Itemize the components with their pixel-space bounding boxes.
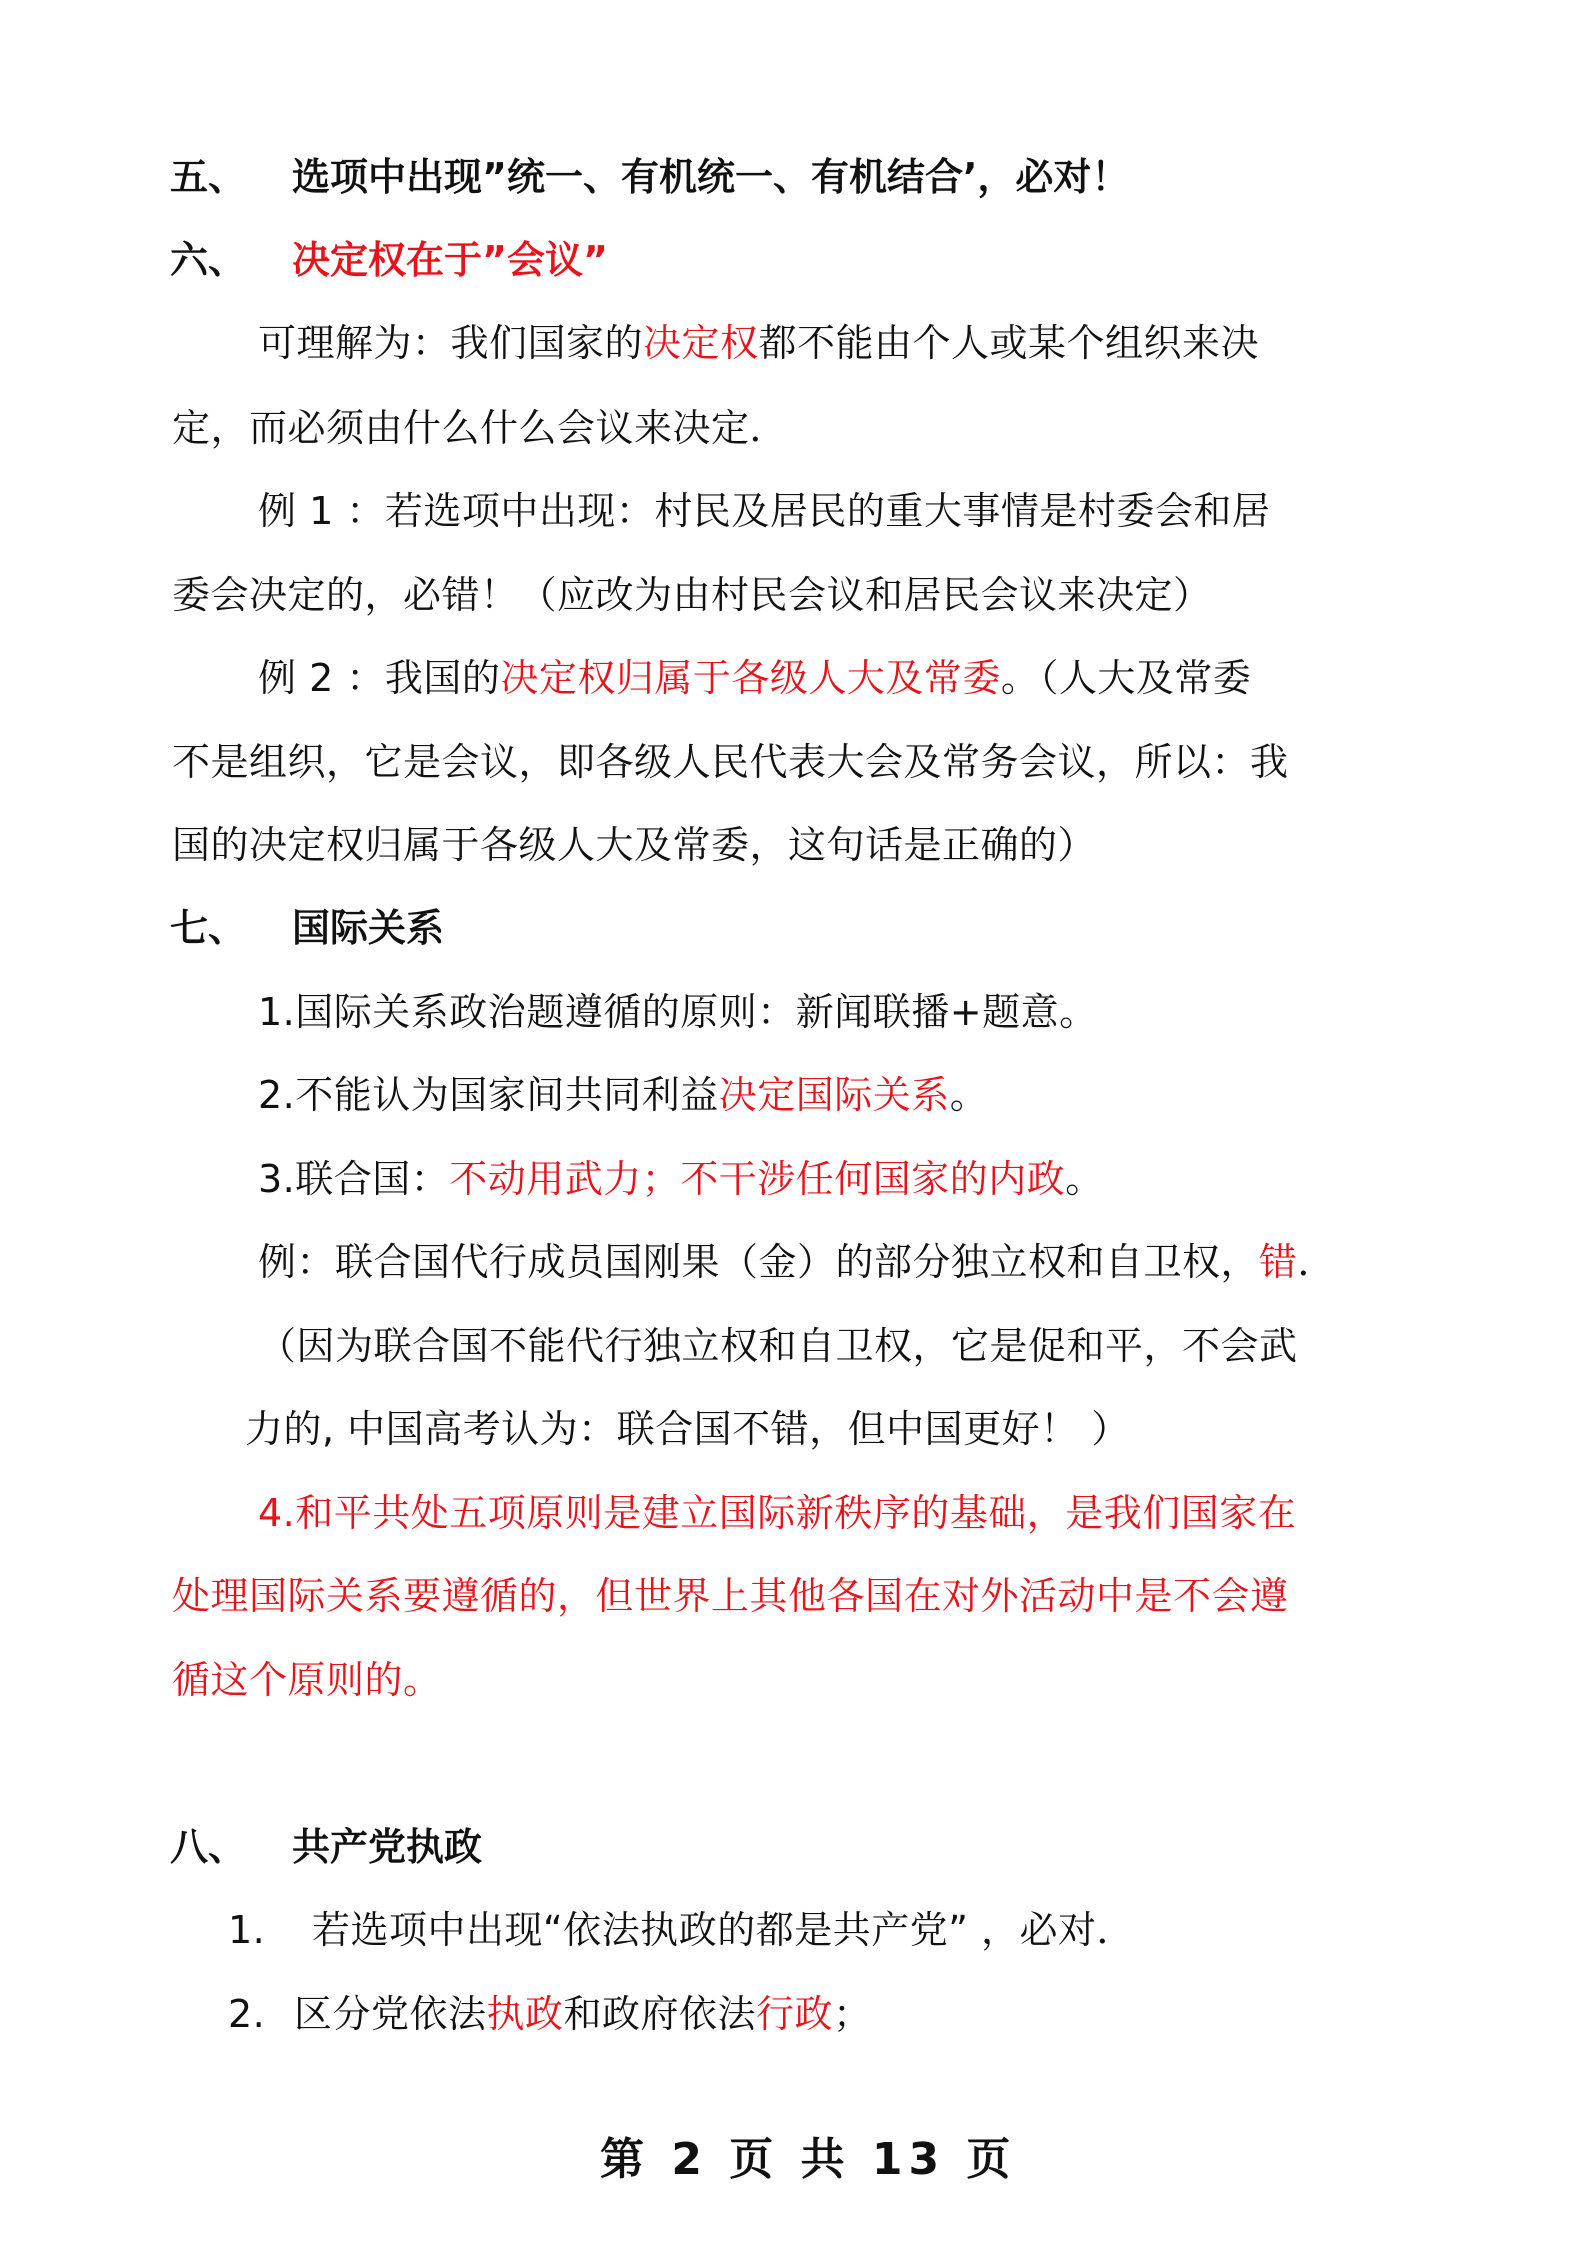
text-run: 和政府依法 — [563, 1992, 757, 2036]
section-seven-item2 — [258, 1070, 988, 1120]
text-run: ． — [1297, 1240, 1337, 1284]
section-seven-item4-line3: 循这个原则的。 — [172, 1658, 442, 1702]
section-six-paragraph-line1 — [258, 318, 1259, 368]
section-eight-title: 共产党执政 — [292, 1825, 483, 1869]
text-run: 可理解为：我们国家的 — [258, 321, 644, 365]
highlight-run: 不动用武力；不干涉任何国家的内政 — [449, 1157, 1066, 1201]
section-six-example2-line3: 国的决定权归属于各级人大及常委，这句话是正确的） — [172, 823, 1097, 867]
section-seven-example-line1 — [258, 1237, 1336, 1287]
section-six-example1-line1: 例 1 ：若选项中出现：村民及居民的重大事情是村委会和居 — [258, 489, 1271, 533]
section-eight-item2-number: 2. — [228, 1992, 266, 2036]
section-seven-item4-line2: 处理国际关系要遵循的，但世界上其他各国在对外活动中是不会遵 — [172, 1574, 1289, 1618]
text-run: 例：联合国代行成员国刚果（金）的部分独立权和自卫权， — [258, 1240, 1260, 1284]
section-eight-item2-text — [294, 1989, 872, 2039]
highlight-run: 决定权归属于各级人大及常委 — [500, 656, 1001, 700]
section-seven-example-line3: 力的, 中国高考认为：联合国不错，但中国更好！ ） — [245, 1407, 1130, 1451]
section-six-example2-line1 — [258, 653, 1251, 703]
highlight-run: 决定国际关系 — [718, 1073, 950, 1117]
section-seven-item1: 1.国际关系政治题遵循的原则：新闻联播+题意。 — [258, 990, 1098, 1034]
text-run: 。 — [949, 1073, 989, 1117]
section-six-paragraph-line2: 定，而必须由什么什么会议来决定． — [172, 406, 789, 450]
section-six-number: 六、 — [170, 238, 247, 282]
text-run: 。 — [1065, 1157, 1104, 1201]
section-eight-item1-text: 若选项中出现“依法执政的都是共产党” ，必对． — [312, 1908, 1135, 1952]
section-six-example2-line2: 不是组织，它是会议，即各级人民代表大会及常务会议，所以：我 — [172, 740, 1289, 784]
highlight-run: 决定权 — [643, 321, 759, 365]
section-five-title: 选项中出现”统一、有机统一、有机结合’，必对！ — [292, 155, 1130, 199]
section-six-title: 决定权在于”会议” — [292, 238, 608, 282]
text-run: 3.联合国： — [258, 1157, 450, 1201]
section-eight-item1-number: 1. — [228, 1908, 266, 1952]
section-six-example1-line2: 委会决定的，必错！（应改为由村民会议和居民会议来决定） — [172, 573, 1212, 617]
highlight-run: 执政 — [486, 1992, 564, 2036]
section-seven-example-line2: （因为联合国不能代行独立权和自卫权，它是促和平，不会武 — [258, 1324, 1298, 1368]
section-seven-title: 国际关系 — [292, 906, 445, 950]
text-run: 。（人大及常委 — [1000, 656, 1252, 700]
text-run: 都不能由个人或某个组织来决 — [758, 321, 1260, 365]
text-run: 2.不能认为国家间共同利益 — [258, 1073, 719, 1117]
page-footer: 第 2 页 共 13 页 — [600, 2134, 1017, 2185]
text-run: 例 2 ：我国的 — [258, 656, 501, 700]
section-seven-number: 七、 — [170, 906, 247, 950]
section-seven-item3 — [258, 1154, 1104, 1204]
text-run: 区分党依法 — [294, 1992, 487, 2036]
section-seven-item4-line1: 4.和平共处五项原则是建立国际新秩序的基础，是我们国家在 — [258, 1491, 1297, 1535]
section-five-number: 五、 — [170, 155, 247, 199]
highlight-run: 错 — [1259, 1240, 1298, 1284]
highlight-run: 行政 — [756, 1992, 834, 2036]
text-run: ； — [833, 1992, 872, 2036]
section-eight-number: 八、 — [170, 1825, 247, 1869]
